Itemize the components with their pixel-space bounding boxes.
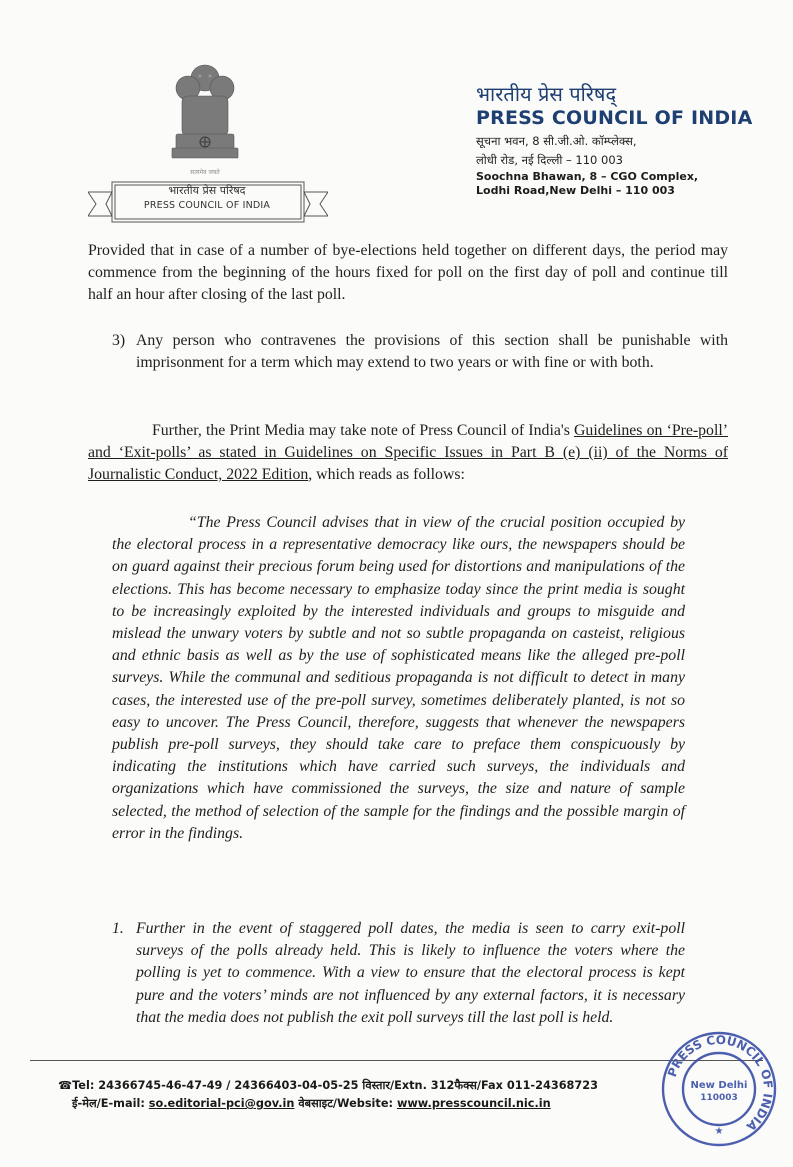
footer-website-label: वेबसाइट/Website: — [294, 1097, 397, 1110]
list-item-text: Any person who contravenes the provisions of this section shall be punishable with imprisonment for a term which may extend to two years or with fine or with both. — [136, 332, 728, 371]
banner-english-text: PRESS COUNCIL OF INDIA — [143, 200, 271, 211]
paragraph-guidelines-end: , which reads as follows: — [308, 466, 465, 483]
list-item-text: Further in the event of staggered poll dates, the media is seen to carry exit-poll surveys of the polls already held. This is likely to influence the voters where the polling is yet to commence. With a view to ensure that the electoral process is kept pure and the voters’ minds are not influenced by any external factors, it is necessary that the media does not publish the exit poll surveys till the last poll is held. — [136, 920, 685, 1026]
svg-text:★: ★ — [714, 1126, 724, 1137]
stamp-inner-line1: New Delhi — [690, 1080, 748, 1091]
footer-fax: फैक्स/Fax 011-24368723 — [454, 1079, 599, 1092]
email-link[interactable]: so.editorial-pci@gov.in — [148, 1097, 295, 1110]
paragraph-guidelines-start: Further, the Print Media may take note of Press Council of India's — [152, 422, 575, 439]
guidelines-reference: Guidelines on ‘Pre-poll’ and ‘Exit-polls’ as stated in Guidelines on Specific Issues in Part B (e) (ii) of the Norms of Journalistic Conduct, 2022 Edition — [88, 422, 728, 483]
quoted-guideline: “The Press Council advises that in view of the crucial position occupied by the electoral process in a representative democracy like ours, the newspapers should be on guard against their precious forum being used for distortions and manipulations of the elections. This has become necessary to emphasize today since the print media is sought to be increasingly exploited by the interested individuals and groups to misguide and mislead the unwary voters by subtle and not so subtle propaganda on casteist, religious and ethnic basis as well as by the use of sophisticated means like the alleged pre-poll surveys. While the communal and seditious propaganda is not difficult to detect in many cases, the interested use of the pre-poll survey, sometimes deliberately planted, is not so easy to uncover. The Press Council, therefore, suggests that whenever the newspapers publish pre-poll surveys, they should take care to preface them conspicuously by indicating the institutions which have carried such surveys, the individuals and organizations which have commissioned the surveys, the size and nature of sample selected, the method of selection of the sample for the findings and the possible margin of error in the findings. — [112, 514, 685, 842]
title-english: PRESS COUNCIL OF INDIA — [476, 107, 753, 129]
website-link[interactable]: www.presscouncil.nic.in — [396, 1097, 551, 1110]
stamp-outer-text: PRESS COUNCIL OF INDIA — [664, 1032, 776, 1134]
footer-email-label: ई-मेल/E-mail: — [72, 1097, 149, 1110]
address-english-line1: Soochna Bhawan, 8 – CGO Complex, — [476, 170, 699, 183]
letterhead — [476, 82, 776, 198]
official-stamp-icon — [660, 1030, 778, 1148]
emblem-motto: सत्यमेव जयते — [190, 169, 220, 176]
footer-divider — [30, 1060, 763, 1061]
stamp-inner-line2: 110003 — [700, 1093, 738, 1103]
state-emblem-icon — [150, 58, 260, 178]
footer-tel: Tel: 24366745-46-47-49 / 24366403-04-05-25 — [72, 1079, 363, 1092]
list-item-1 — [112, 918, 685, 1029]
address-hindi-line2: लोधी रोड, नई दिल्ली – 110 003 — [476, 153, 623, 167]
footer-extn: विस्तार/Extn. 312 — [362, 1079, 455, 1092]
phone-icon: ☎ — [58, 1079, 73, 1092]
address-english-line2: Lodhi Road,New Delhi – 110 003 — [476, 184, 675, 197]
title-hindi: भारतीय प्रेस परिषद् — [476, 82, 617, 106]
address-hindi-line1: सूचना भवन, 8 सी.जी.ओ. कॉम्प्लेक्स, — [476, 134, 637, 148]
list-item-number: 1. — [112, 920, 124, 937]
list-item-number: 3) — [112, 332, 126, 349]
paragraph-proviso: Provided that in case of a number of bye-elections held together on different days, the period may commence from the beginning of the hours fixed for poll on the first day of poll and continue till half an hour after closing of the last poll. — [88, 242, 728, 303]
list-item-3 — [112, 330, 728, 374]
banner-hindi-text: भारतीय प्रेस परिषद — [168, 184, 246, 197]
paragraph-guidelines — [88, 420, 728, 486]
